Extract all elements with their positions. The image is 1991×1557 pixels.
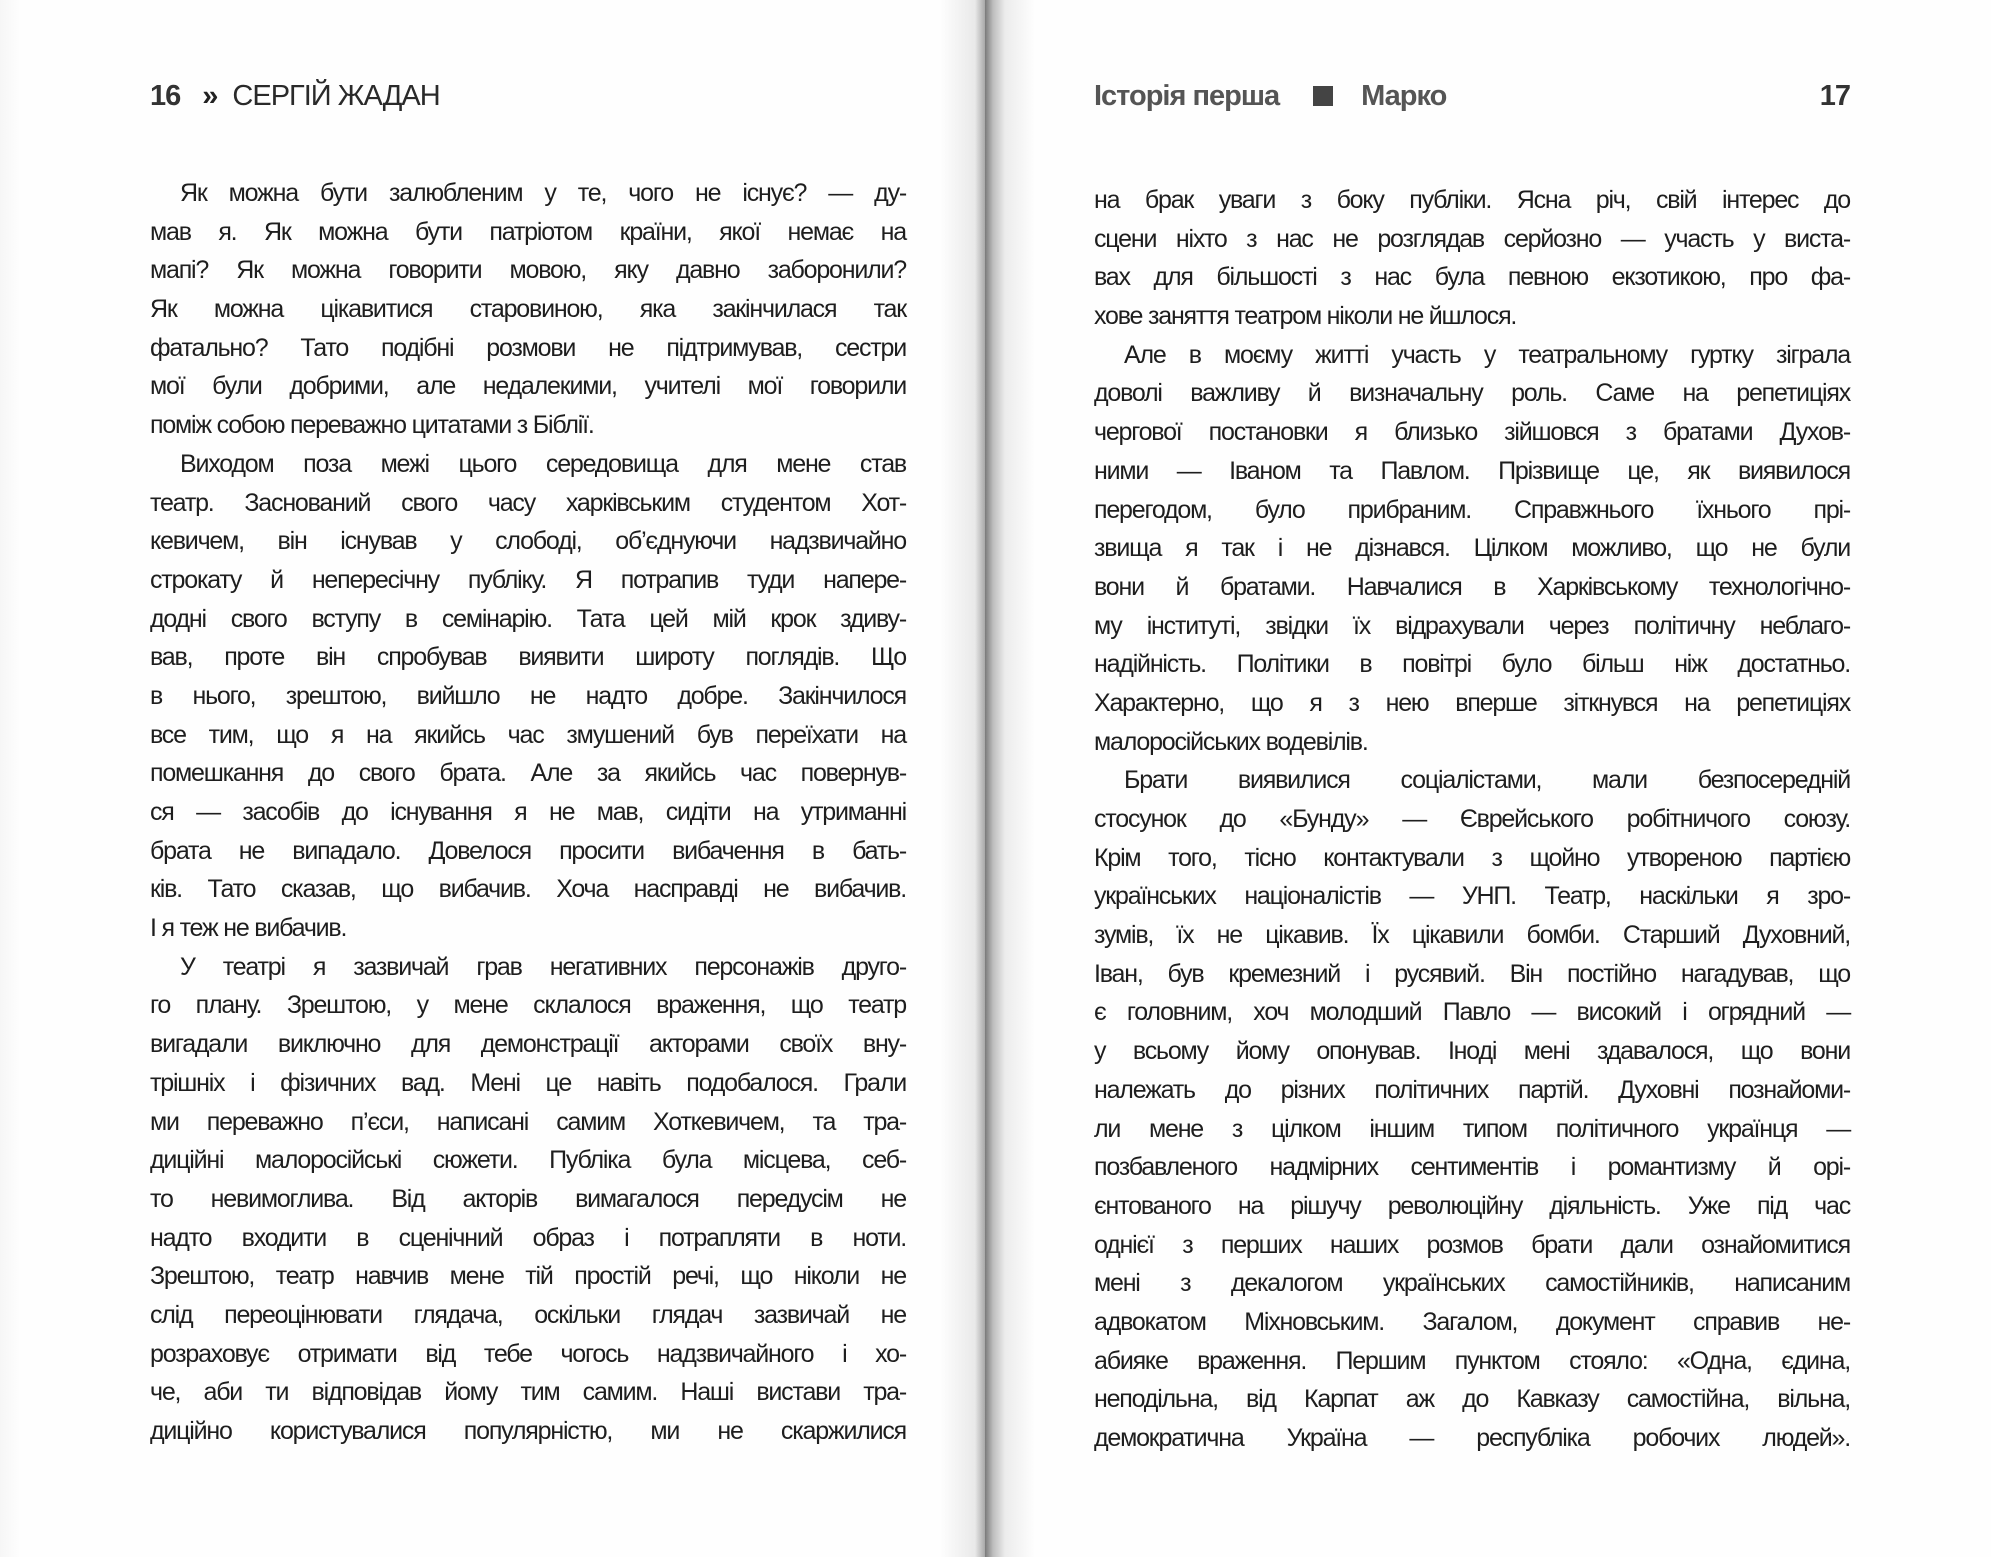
text-line: однієї з перших наших розмов брати дали ознайомитися [1094,1230,1850,1259]
text-line: стосунок до «Бунду» — Єврейського робітничого союзу. [1094,805,1850,833]
text-line: розраховує отримати від тебе чогось надзвичайного і хо- [150,1339,906,1368]
text-line: позбавленого надмірних сентиментів і романтизму й орі- [1094,1153,1850,1182]
text-line: зумів, їх не цікавив. Їх цікавили бомби. Старший Духовний, [1094,921,1850,950]
text-line: додні свого вступу в семінарію. Тата цей мій крок здиву- [150,604,906,633]
text-line: ними — Іваном та Павлом. Прізвище це, як виявилося [1094,456,1850,485]
section-title: Історія перша [1094,80,1280,112]
right-page [985,0,1991,1557]
text-line: на брак уваги з боку публіки. Ясна річ, свій інтерес до [1094,186,1850,214]
text-line: слід переоцінювати глядача, оскільки глядач зазвичай не [150,1300,906,1329]
text-line: строкату й непересічну публіку. Я потрапив туди напере- [150,565,906,594]
running-header-left [150,80,440,113]
text-line: ли мене з цілком іншим типом політичного українця — [1094,1114,1850,1143]
chapter-title: Марко [1361,80,1447,112]
text-line: че, аби ти відповідав йому тим самим. Наші вистави тра- [150,1378,906,1407]
text-line: І я теж не вибачив. [150,914,347,943]
text-line: вигадали виключно для демонстрації акторами своїх вну- [150,1030,906,1059]
text-line: то невимоглива. Від акторів вимагалося передусім не [150,1184,906,1213]
text-line: Крім того, тісно контактували з щойно утвореною партією [1094,843,1850,872]
text-line: все тим, що я на якийсь час змушений був переїхати на [150,720,906,749]
text-line: диційно користувалися популярністю, ми не скаржилися [150,1417,906,1445]
text-line: мені з декалогом українських самостійників, написаним [1094,1269,1850,1298]
text-line: му інституті, звідки їх відрахували через політичну неблаго- [1094,611,1850,640]
text-line: Виходом поза межі цього середовища для мене став [180,449,906,478]
square-separator-icon [1313,86,1333,106]
text-line: звища я так і не дізнався. Цілком можливо, що не були [1094,534,1850,563]
text-line: ми переважно п’єси, написані самим Хоткевичем, та тра- [150,1107,906,1136]
text-line: мапі? Як можна говорити мовою, яку давно заборонили? [150,256,906,285]
text-line: Іван, був кремезний і русявий. Він постійно нагадував, що [1094,959,1850,988]
text-line: Як можна бути залюбленим у те, чого не існує? — ду- [180,179,906,207]
text-line: помешкання до свого брата. Але за якийсь час повернув- [150,759,906,788]
text-line: єнтованого на рішучу революційну діяльність. Уже під час [1094,1191,1850,1220]
text-line: поміж собою переважно цитатами з Біблії. [150,411,594,440]
text-line: Зрештою, театр навчив мене тій простій речі, що ніколи не [150,1262,906,1291]
text-line: вав, проте він спробував виявити широту поглядів. Що [150,643,906,672]
text-line: У театрі я зазвичай грав негативних персонажів друго- [180,952,906,981]
text-line: Брати виявилися соціалістами, мали безпосередній [1124,766,1850,795]
text-line: доволі важливу й визначальну роль. Саме на репетиціях [1094,379,1850,408]
text-line: українських націоналістів — УНП. Театр, наскільки я зро- [1094,882,1850,911]
text-line: є головним, хоч молодший Павло — високий і огрядний — [1094,998,1850,1027]
text-line: театр. Заснований свого часу харківським студентом Хот- [150,488,906,517]
running-head-author: СЕРГІЙ ЖАДАН [232,80,440,112]
text-line: чергової постановки я близько зійшовся з братами Духов- [1094,418,1850,447]
text-line: адвокатом Міхновським. Загалом, документ справив не- [1094,1307,1850,1336]
text-line: го плану. Зрештою, у мене склалося враження, що театр [150,991,906,1020]
text-line: хове заняття театром ніколи не йшлося. [1094,302,1517,331]
text-line: Але в моєму житті участь у театральному гуртку зіграла [1124,340,1850,369]
text-line: Характерно, що я з нею вперше зіткнувся на репетиціях [1094,688,1850,717]
text-line: ків. Тато сказав, що вибачив. Хоча насправді не вибачив. [150,875,906,904]
text-line: неподільна, від Карпат аж до Кавказу самостійна, вільна, [1094,1385,1850,1414]
text-line: належать до різних політичних партій. Духовні познайоми- [1094,1075,1850,1104]
page-body-text [1094,181,1850,1458]
page-body-text [150,174,906,1451]
text-line: у всьому йому опонував. Іноді мені здавалося, що вони [1094,1037,1850,1066]
page-number: 16 [150,80,181,112]
chevron-separator-icon: » [202,80,215,112]
text-line: в нього, зрештою, вийшло не надто добре. Закінчилося [150,681,906,710]
left-page [0,0,985,1557]
text-line: надто входити в сценічний образ і потрапляти в ноти. [150,1223,906,1252]
text-line: сцени ніхто з нас не розглядав серйозно — участь у виста- [1094,224,1850,253]
text-line: вах для більшості з нас була певною екзотикою, про фа- [1094,263,1850,292]
text-line: мої були добрими, але недалекими, учителі мої говорили [150,372,906,401]
text-line: малоросійських водевілів. [1094,727,1368,756]
text-line: вони й братами. Навчалися в Харківському технологічно- [1094,572,1850,601]
text-line: брата не випадало. Довелося просити вибачення в бать- [150,836,906,865]
text-line: фатально? Тато подібні розмови не підтримував, сестри [150,333,906,362]
text-line: демократична Україна — республіка робочих людей». [1094,1424,1850,1452]
text-line: трішніх і фізичних вад. Мені це навіть подобалося. Грали [150,1068,906,1097]
text-line: ся — засобів до існування я не мав, сидіти на утриманні [150,798,906,826]
text-line: перегодом, було прибраним. Справжнього їхнього прі- [1094,495,1850,524]
page-number: 17 [1819,80,1850,112]
text-line: мав я. Як можна бути патріотом країни, якої немає на [150,217,906,246]
text-line: Як можна цікавитися старовиною, яка закінчилася так [150,295,906,324]
text-line: абияке враження. Першим пунктом стояло: «Одна, єдина, [1094,1346,1850,1375]
running-header-right [1094,80,1850,113]
text-line: кевичем, він існував у слободі, об’єднуючи надзвичайно [150,527,906,556]
text-line: диційні малоросійські сюжети. Публіка була місцева, себ- [150,1146,906,1175]
text-line: надійність. Політики в повітрі було більш ніж достатньо. [1094,650,1850,679]
